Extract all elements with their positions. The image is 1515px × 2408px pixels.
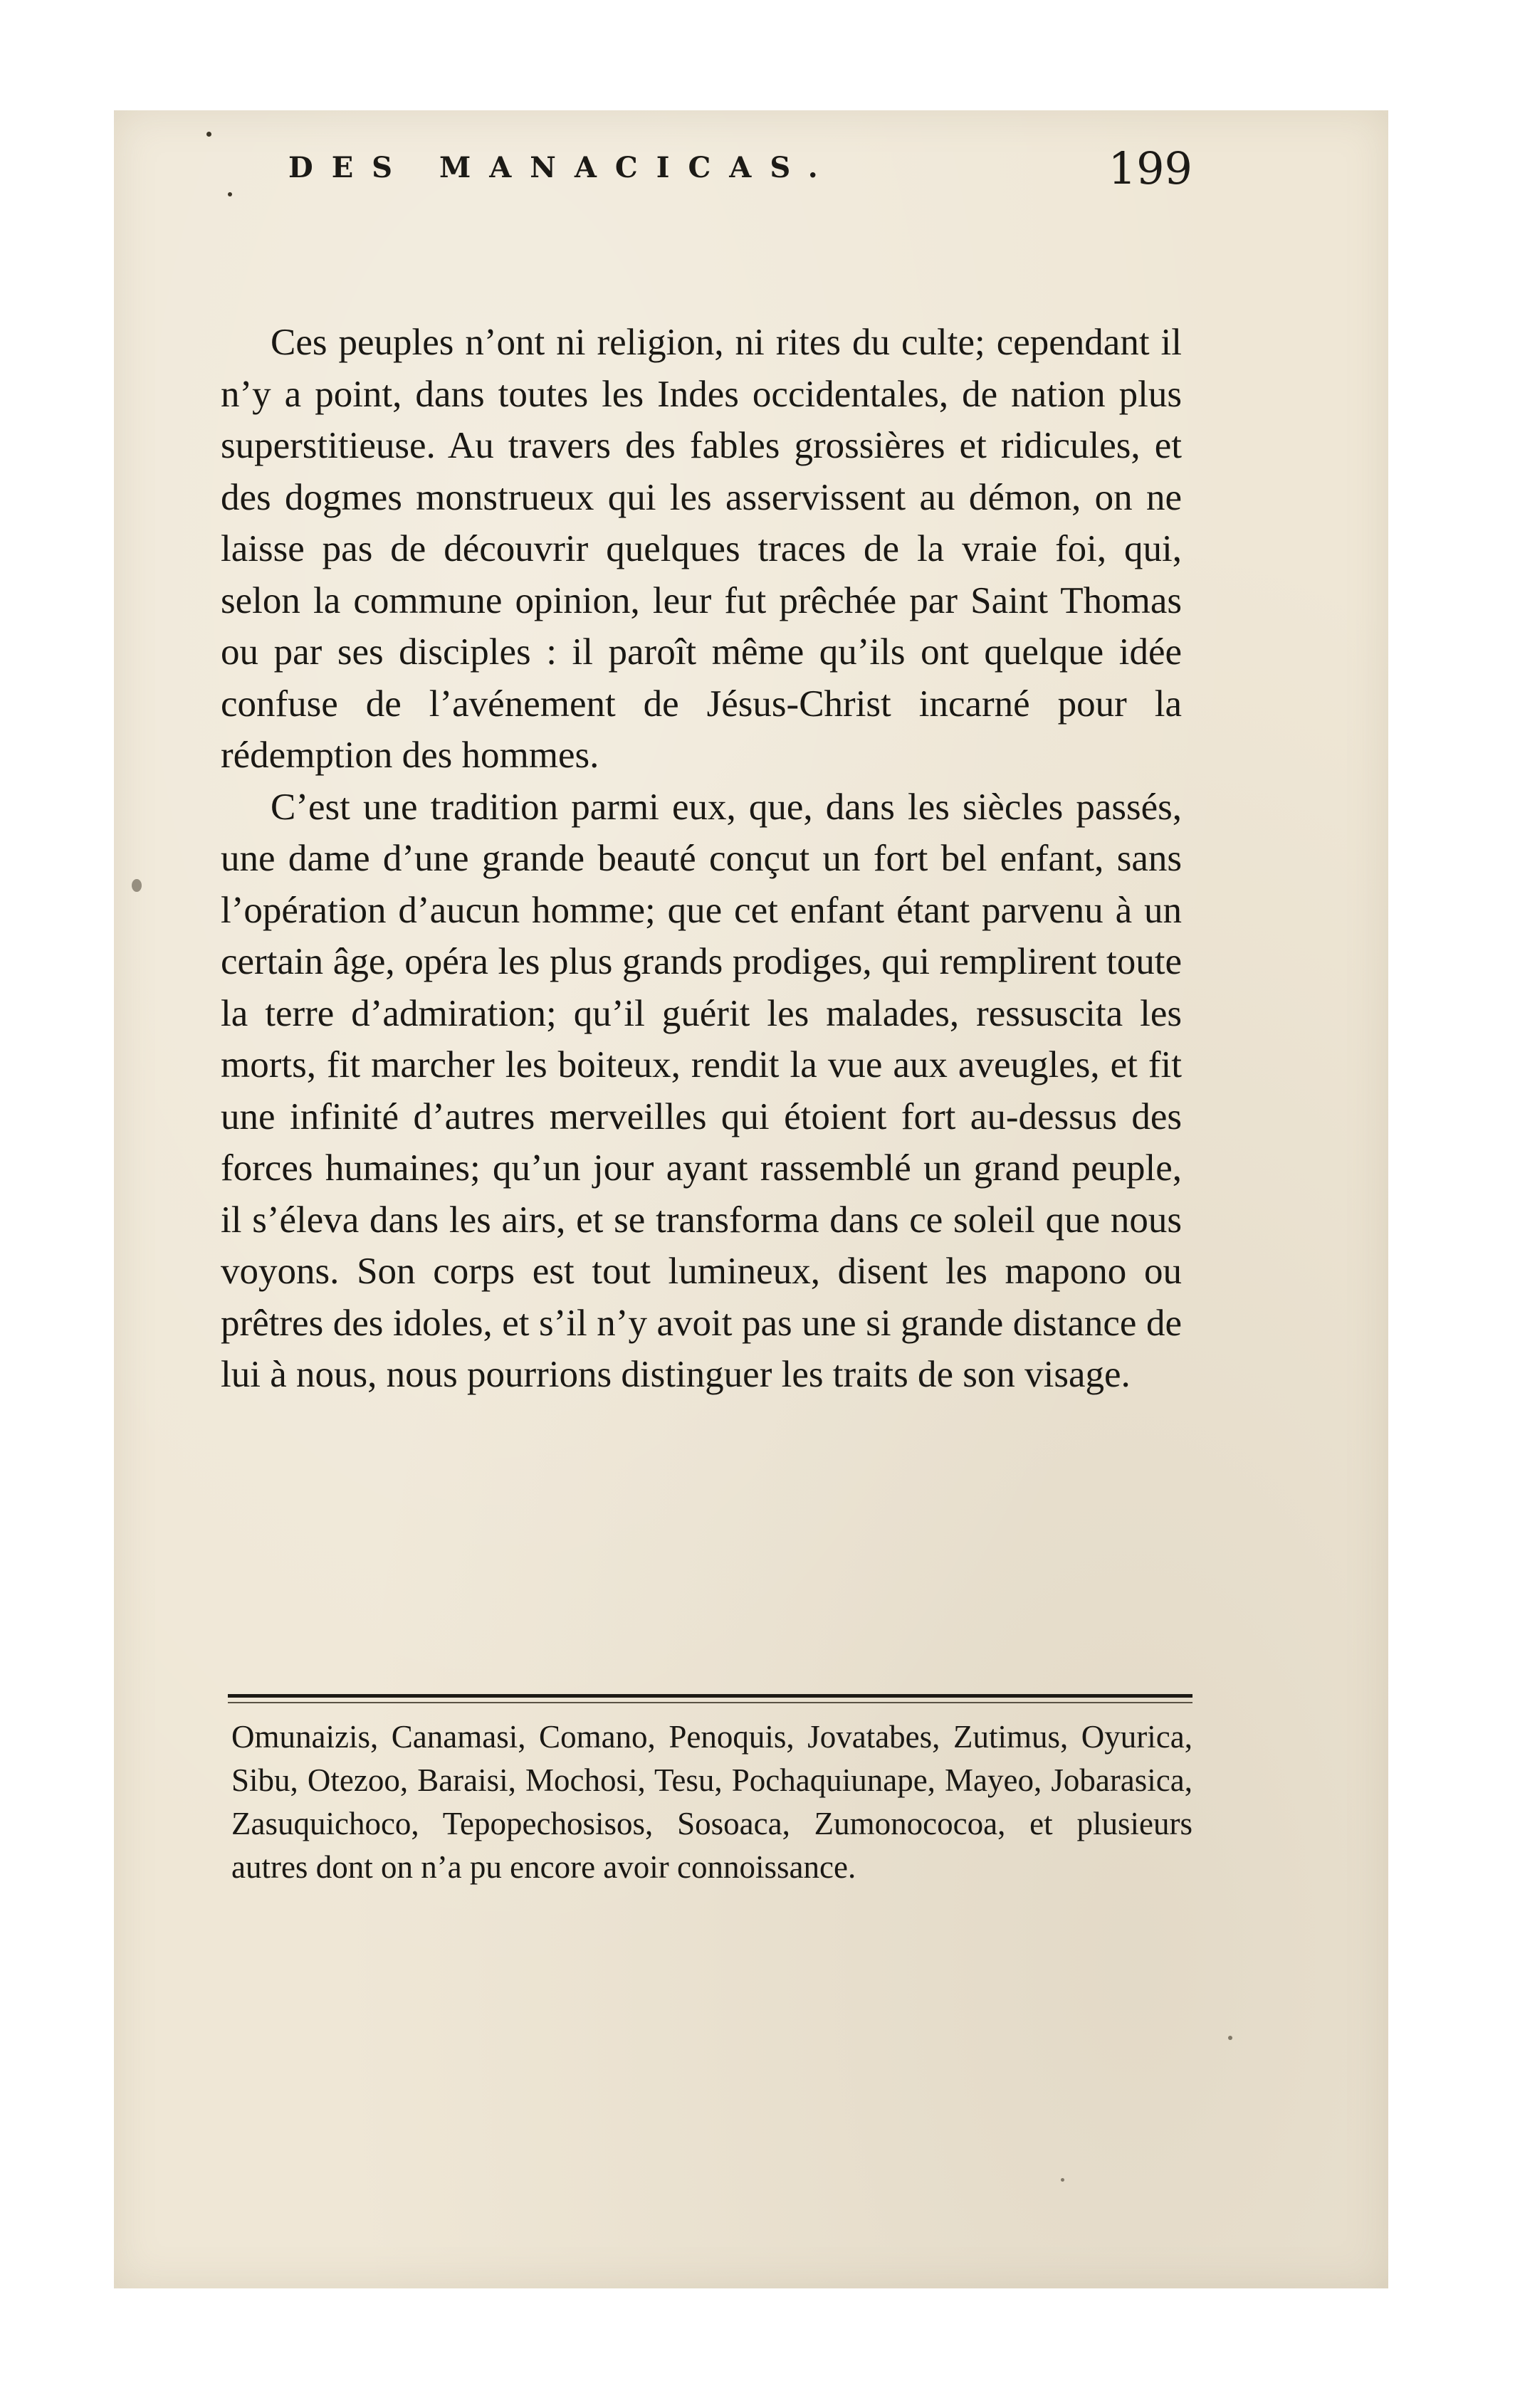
- running-head: [288, 142, 1192, 206]
- ink-speck: [206, 132, 211, 137]
- paragraph: Ces peuples n’ont ni religion, ni rites du culte; cependant il n’y a point, dans toutes les Indes occidentales, de nation plus superstitieuse. Au travers des fables grossières et ridicules, et des dogmes monstrueux qui les asservissent au démon, on ne laisse pas de découvrir quelques traces de la vraie foi, qui, selon la commune opinion, leur fut prêchée par Saint Thomas ou par ses disciples : il paroît même qu’ils ont quelque idée confuse de l’avénement de Jésus-Christ incarné pour la rédemption des hommes.: [221, 322, 1182, 776]
- paragraph: C’est une tradition parmi eux, que, dans les siècles passés, une dame d’une grande beauté conçut un fort bel enfant, sans l’opération d’aucun homme; que cet enfant étant parvenu à un certain âge, opéra les plus grands prodiges, qui remplirent toute la terre d’admiration; qu’il guérit les malades, ressuscita les morts, fit marcher les boiteux, rendit la vue aux aveugles, et fit une infinité d’autres merveilles qui étoient fort au-dessus des forces humaines; qu’un jour ayant rassemblé un grand peuple, il s’éleva dans les airs, et se transforma dans ce soleil que nous voyons. Son corps est tout lumineux, disent les mapono ou prêtres des idoles, et s’il n’y avoit pas une si grande distance de lui à nous, nous pourrions distinguer les traits de son visage.: [221, 786, 1182, 1395]
- main-text: [221, 317, 1182, 1401]
- footnote-rule: [228, 1694, 1192, 1698]
- footnote: Omunaizis, Canamasi, Comano, Penoquis, Jovatabes, Zutimus, Oyurica, Sibu, Otezoo, Baraisi, Mochosi, Tesu, Pochaquiunape, Mayeo, Jobarasica, Zasuquichoco, Tepopechosisos, Sosoaca, Zumonococoa, et plusieurs autres dont on n’a pu encore avoir connoissance.: [231, 1719, 1192, 1885]
- footnote-rule: [228, 1702, 1192, 1703]
- ink-speck: [132, 879, 142, 892]
- running-title: DES MANACICAS.: [288, 151, 837, 184]
- ink-speck: [228, 192, 232, 196]
- ink-speck: [1061, 2178, 1064, 2182]
- ink-speck: [1228, 2036, 1232, 2040]
- page-number: 199: [1108, 142, 1192, 194]
